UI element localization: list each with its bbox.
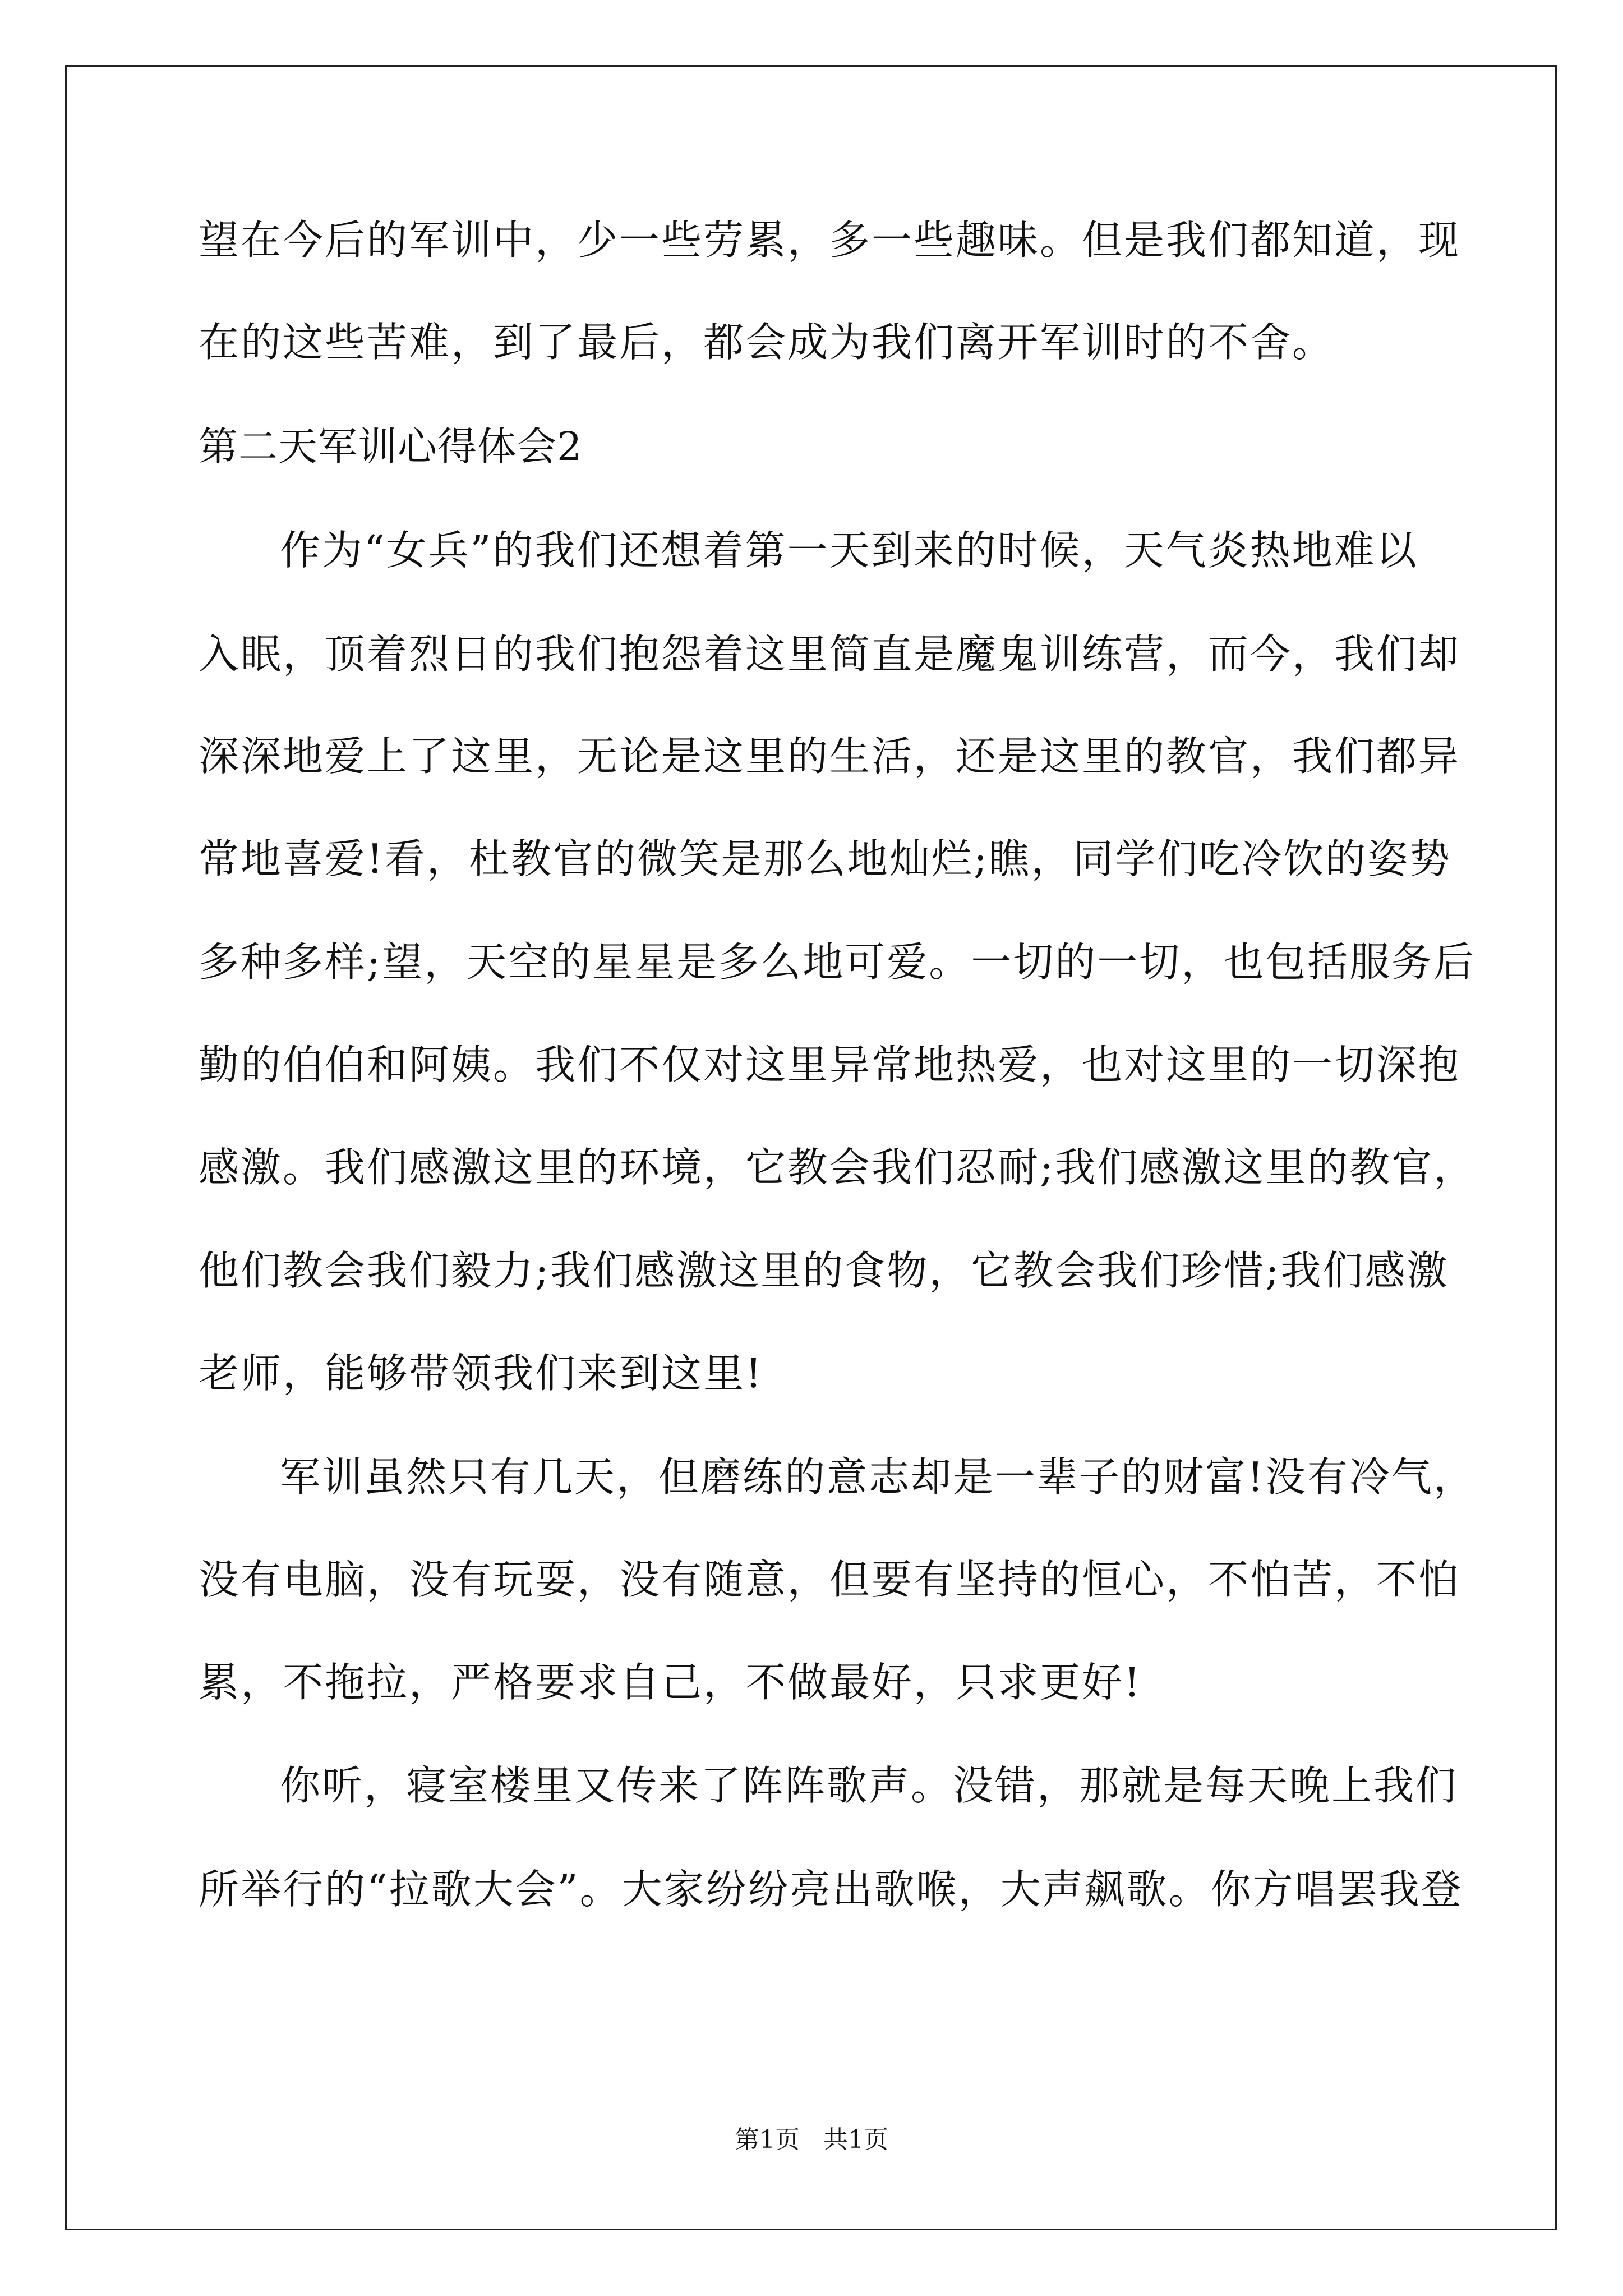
text-line: 累，不拖拉，严格要求自己，不做最好，只求更好! (199, 1659, 1142, 1706)
text-line: 多种多样;望，天空的星星是多么地可爱。一切的一切，也包括服务后 (199, 938, 1476, 986)
text-line: 他们教会我们毅力;我们感激这里的食物，它教会我们珍惜;我们感激 (199, 1247, 1449, 1294)
text-line: 没有电脑，没有玩耍，没有随意，但要有坚持的恒心，不怕苦，不怕 (199, 1556, 1461, 1603)
text-line: 深深地爱上了这里，无论是这里的生活，还是这里的教官，我们都异 (199, 733, 1461, 780)
text-line: 勤的伯伯和阿姨。我们不仅对这里异常地热爱，也对这里的一切深抱 (199, 1041, 1461, 1088)
text-line: 入眠，顶着烈日的我们抱怨着这里简直是魔鬼训练营，而今，我们却 (199, 631, 1461, 678)
text-line: 你听，寝室楼里又传来了阵阵歌声。没错，那就是每天晚上我们 (280, 1762, 1458, 1809)
text-line: 感激。我们感激这里的环境，它教会我们忍耐;我们感激这里的教官， (199, 1144, 1476, 1191)
page-number-footer: 第1页 共1页 (735, 2125, 888, 2154)
text-line: 常地喜爱!看，杜教官的微笑是那么地灿烂;瞧，同学们吃冷饮的姿势 (199, 835, 1452, 882)
heading-title: 第二天军训心得体会2 (199, 424, 583, 470)
text-line: 作为“女兵”的我们还想着第一天到来的时候，天气炎热地难以 (280, 527, 1418, 574)
text-line: 在的这些苦难，到了最后，都会成为我们离开军训时的不舍。 (199, 319, 1335, 366)
text-line: 老师，能够带领我们来到这里! (199, 1350, 763, 1397)
text-line: 军训虽然只有几天，但磨练的意志却是一辈子的财富!没有冷气， (280, 1453, 1476, 1501)
text-line: 所举行的“拉歌大会”。大家纷纷亮出歌喉，大声飙歌。你方唱罢我登 (199, 1866, 1463, 1913)
text-line: 望在今后的军训中，少一些劳累，多一些趣味。但是我们都知道，现 (199, 217, 1461, 264)
